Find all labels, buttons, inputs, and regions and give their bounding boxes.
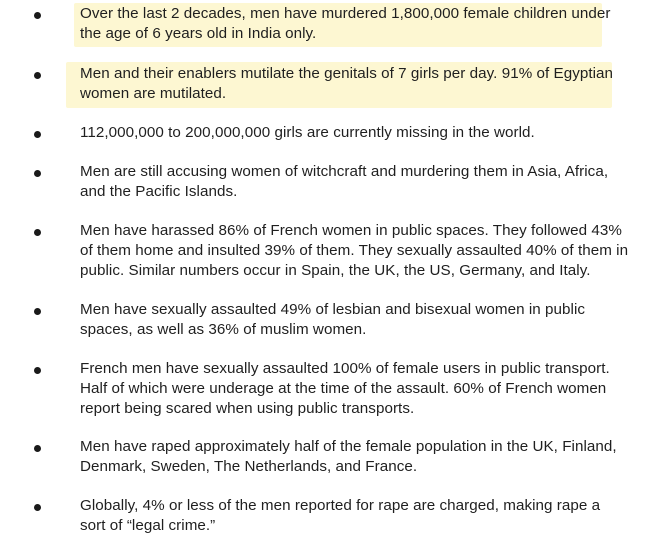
- bullet-icon: [34, 367, 41, 374]
- bullet-icon: [34, 12, 41, 19]
- list-item-text: Men have raped approximately half of the female population in the UK, Finland, Denmark, Sweden, The Netherlands, and France.: [80, 438, 617, 475]
- list-item-text: Over the last 2 decades, men have murdered 1,800,000 female children under the age of 6 years old in India only.: [80, 5, 611, 42]
- bullet-icon: [34, 131, 41, 138]
- bullet-icon: [34, 72, 41, 79]
- list-item-text: Globally, 4% or less of the men reported for rape are charged, making rape a sort of “legal crime.”: [80, 497, 601, 534]
- list-item-text: 112,000,000 to 200,000,000 girls are currently missing in the world.: [80, 124, 535, 141]
- bullet-icon: [34, 308, 41, 315]
- list-item-text: Men and their enablers mutilate the genitals of 7 girls per day. 91% of Egyptian women are mutilated.: [80, 65, 614, 102]
- bullet-icon: [34, 445, 41, 452]
- list-item-text: Men have harassed 86% of French women in public spaces. They followed 43% of them home and insulted 39% of them. They sexually assaulted 40% of them in public. Similar numbers occur in Spain, the UK, the US, Germany, and Italy.: [80, 222, 629, 279]
- list-item-text: French men have sexually assaulted 100% of female users in public transport. Half of which were underage at the time of the assault. 60% of French women report being scared when using public transports.: [80, 360, 610, 417]
- bullet-icon: [34, 170, 41, 177]
- list-item-text: Men have sexually assaulted 49% of lesbian and bisexual women in public spaces, as well as 36% of muslim women.: [80, 301, 586, 338]
- bullet-icon: [34, 229, 41, 236]
- bullet-icon: [34, 504, 41, 511]
- list-item-text: Men are still accusing women of witchcraft and murdering them in Asia, Africa, and the Pacific Islands.: [80, 163, 609, 200]
